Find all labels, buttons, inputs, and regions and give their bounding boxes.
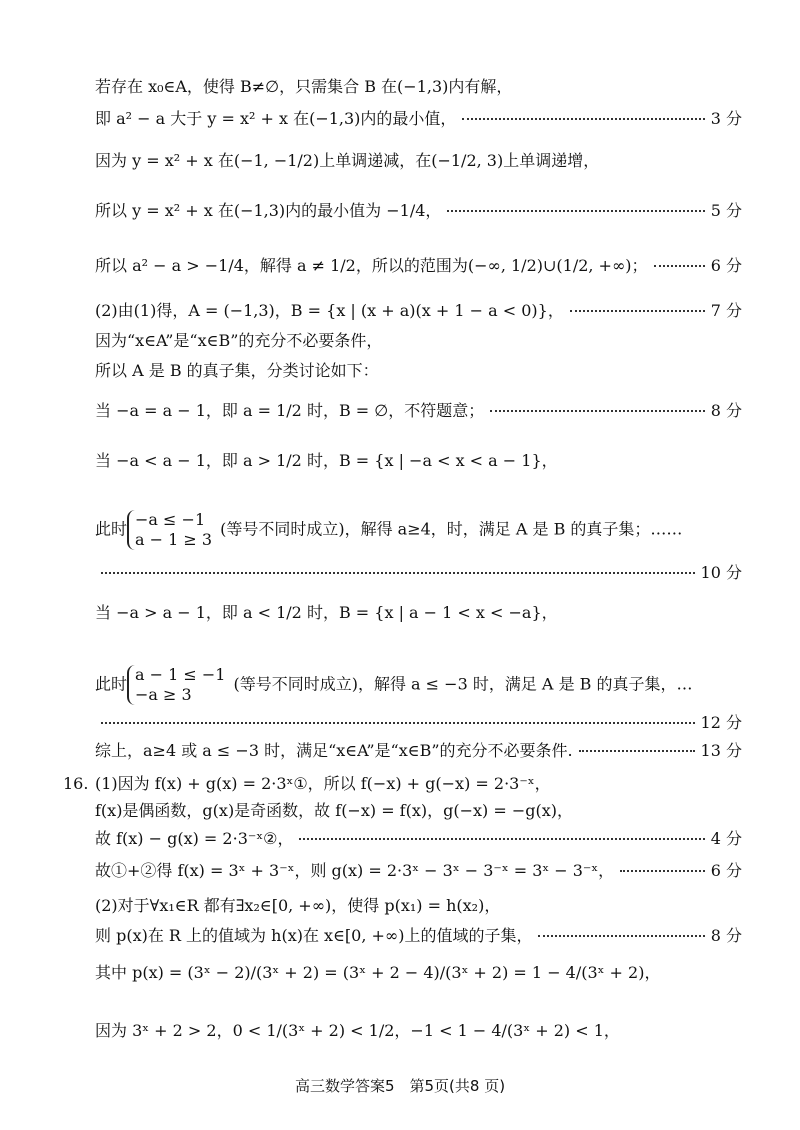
line-text: 此时 −a ≤ −1 a − 1 ≥ 3 (等号不同时成立)，解得 a≥4，时，满足 A 是 B 的真子集；……: [95, 510, 683, 549]
answer-line: [95, 800, 742, 822]
line-row: [95, 108, 742, 130]
leader-dots: [654, 265, 705, 267]
line-text: 此时 a − 1 ≤ −1 −a ≥ 3 (等号不同时成立)，解得 a ≤ −3 时，满足 A 是 B 的真子集，…: [95, 665, 693, 704]
answer-line: [95, 562, 742, 584]
line-text: 因为 3ˣ + 2 > 2，0 < 1/(3ˣ + 2) < 1/2，−1 < 1 − 4/(3ˣ + 2) < 1，: [95, 1021, 620, 1040]
answer-line: [95, 360, 742, 382]
answer-line: [95, 255, 742, 277]
line-row: [95, 712, 742, 734]
score-label: 10 分: [700, 563, 742, 582]
line-row: [95, 255, 742, 277]
line-row: [95, 828, 742, 850]
leader-dots: [101, 572, 695, 574]
system-row: −a ≥ 3: [135, 685, 192, 704]
answer-line: [95, 602, 742, 624]
answer-line: [95, 1020, 742, 1042]
leader-dots: [299, 838, 704, 840]
line-text: (2)对于∀x₁∈R 都有∃x₂∈[0, +∞)，使得 p(x₁) = h(x₂)，: [95, 896, 501, 915]
score-label: 4 分: [710, 829, 742, 848]
line-row: [95, 200, 742, 222]
line-row: [95, 562, 742, 584]
answer-line: [95, 962, 742, 984]
leader-dots: [579, 750, 695, 752]
inequality-system: [127, 510, 216, 550]
line-row: [95, 925, 742, 947]
line-text: 则 p(x)在 R 上的值域为 h(x)在 x∈[0, +∞)上的值域的子集，: [95, 926, 533, 945]
system-row: a − 1 ≥ 3: [135, 530, 213, 549]
leader-dots: [447, 210, 704, 212]
line-text: 当 −a = a − 1，即 a = 1/2 时，B = ∅，不符题意；: [95, 401, 485, 420]
system-row: a − 1 ≤ −1: [135, 665, 226, 684]
score-label: 5 分: [710, 201, 742, 220]
answer-line: [95, 665, 742, 705]
answer-line: [95, 712, 742, 734]
line-row: [95, 1020, 742, 1042]
inequality-system: [127, 665, 229, 705]
line-text: (1)因为 f(x) + g(x) = 2·3ˣ①，所以 f(−x) + g(−x) = 2·3⁻ˣ，: [95, 774, 551, 793]
answer-line: [95, 76, 742, 98]
score-label: 6 分: [710, 861, 742, 880]
answer-line: [63, 773, 742, 795]
line-row: [95, 665, 742, 705]
answer-line: [95, 510, 742, 550]
score-label: 8 分: [710, 401, 742, 420]
answer-line: [95, 450, 742, 472]
line-text: 所以 y = x² + x 在(−1,3)内的最小值为 −1/4，: [95, 201, 442, 220]
leader-dots: [490, 410, 704, 412]
answer-line: [95, 200, 742, 222]
line-text: 故 f(x) − g(x) = 2·3⁻ˣ②，: [95, 829, 294, 848]
answer-line: [95, 330, 742, 352]
score-label: 13 分: [700, 741, 742, 760]
answer-line: [95, 925, 742, 947]
leader-dots: [462, 118, 704, 120]
line-row: [95, 895, 742, 917]
score-label: 8 分: [710, 926, 742, 945]
line-text: 若存在 x₀∈A，使得 B≠∅，只需集合 B 在(−1,3)内有解，: [95, 77, 513, 96]
line-text: f(x)是偶函数，g(x)是奇函数，故 f(−x) = f(x)，g(−x) = −g(x)，: [95, 801, 574, 820]
score-label: 6 分: [710, 256, 742, 275]
leader-dots: [101, 722, 695, 724]
answer-line: [95, 400, 742, 422]
answer-line: [95, 150, 742, 172]
line-row: [95, 800, 742, 822]
line-row: [95, 450, 742, 472]
line-row: [95, 773, 742, 795]
line-text: 故①+②得 f(x) = 3ˣ + 3⁻ˣ，则 g(x) = 2·3ˣ − 3ˣ − 3⁻ˣ = 3ˣ − 3⁻ˣ，: [95, 861, 615, 880]
leader-dots: [620, 870, 705, 872]
line-text: 所以 a² − a > −1/4，解得 a ≠ 1/2，所以的范围为(−∞, 1/2)∪(1/2, +∞)；: [95, 256, 648, 275]
line-text: (2)由(1)得，A = (−1,3)，B = {x | (x + a)(x + 1 − a < 0)}，: [95, 301, 564, 320]
line-text: 即 a² − a 大于 y = x² + x 在(−1,3)内的最小值，: [95, 109, 457, 128]
line-row: [95, 360, 742, 382]
answer-line: [95, 895, 742, 917]
line-row: [95, 400, 742, 422]
line-row: [95, 602, 742, 624]
line-text: 综上，a≥4 或 a ≤ −3 时，满足“x∈A”是“x∈B”的充分不必要条件.: [95, 741, 573, 760]
score-label: 7 分: [710, 301, 742, 320]
answer-line: [95, 860, 742, 882]
line-row: [95, 962, 742, 984]
line-text: 因为 y = x² + x 在(−1, −1/2)上单调递减，在(−1/2, 3)上单调递增，: [95, 151, 600, 170]
line-row: [95, 510, 742, 550]
leader-dots: [570, 310, 705, 312]
line-row: [95, 76, 742, 98]
answer-line: [95, 108, 742, 130]
answer-line: [95, 740, 742, 762]
line-row: [95, 330, 742, 352]
line-text: 所以 A 是 B 的真子集，分类讨论如下：: [95, 361, 379, 380]
line-row: [95, 740, 742, 762]
line-text: 当 −a > a − 1，即 a < 1/2 时，B = {x | a − 1 < x < −a}，: [95, 603, 558, 622]
leader-dots: [538, 935, 704, 937]
score-label: 12 分: [700, 713, 742, 732]
answer-line: [95, 300, 742, 322]
question-number: 16.: [63, 774, 89, 793]
line-text: 因为“x∈A”是“x∈B”的充分不必要条件，: [95, 331, 383, 350]
answer-line: [95, 828, 742, 850]
line-text: 其中 p(x) = (3ˣ − 2)/(3ˣ + 2) = (3ˣ + 2 − 4)/(3ˣ + 2) = 1 − 4/(3ˣ + 2)，: [95, 963, 661, 982]
score-label: 3 分: [710, 109, 742, 128]
line-row: [95, 150, 742, 172]
line-row: [95, 860, 742, 882]
line-text: 当 −a < a − 1，即 a > 1/2 时，B = {x | −a < x < a − 1}，: [95, 451, 558, 470]
page-footer: 高三数学答案5 第5页(共8 页): [294, 1077, 506, 1095]
system-row: −a ≤ −1: [135, 510, 206, 529]
line-row: [95, 300, 742, 322]
